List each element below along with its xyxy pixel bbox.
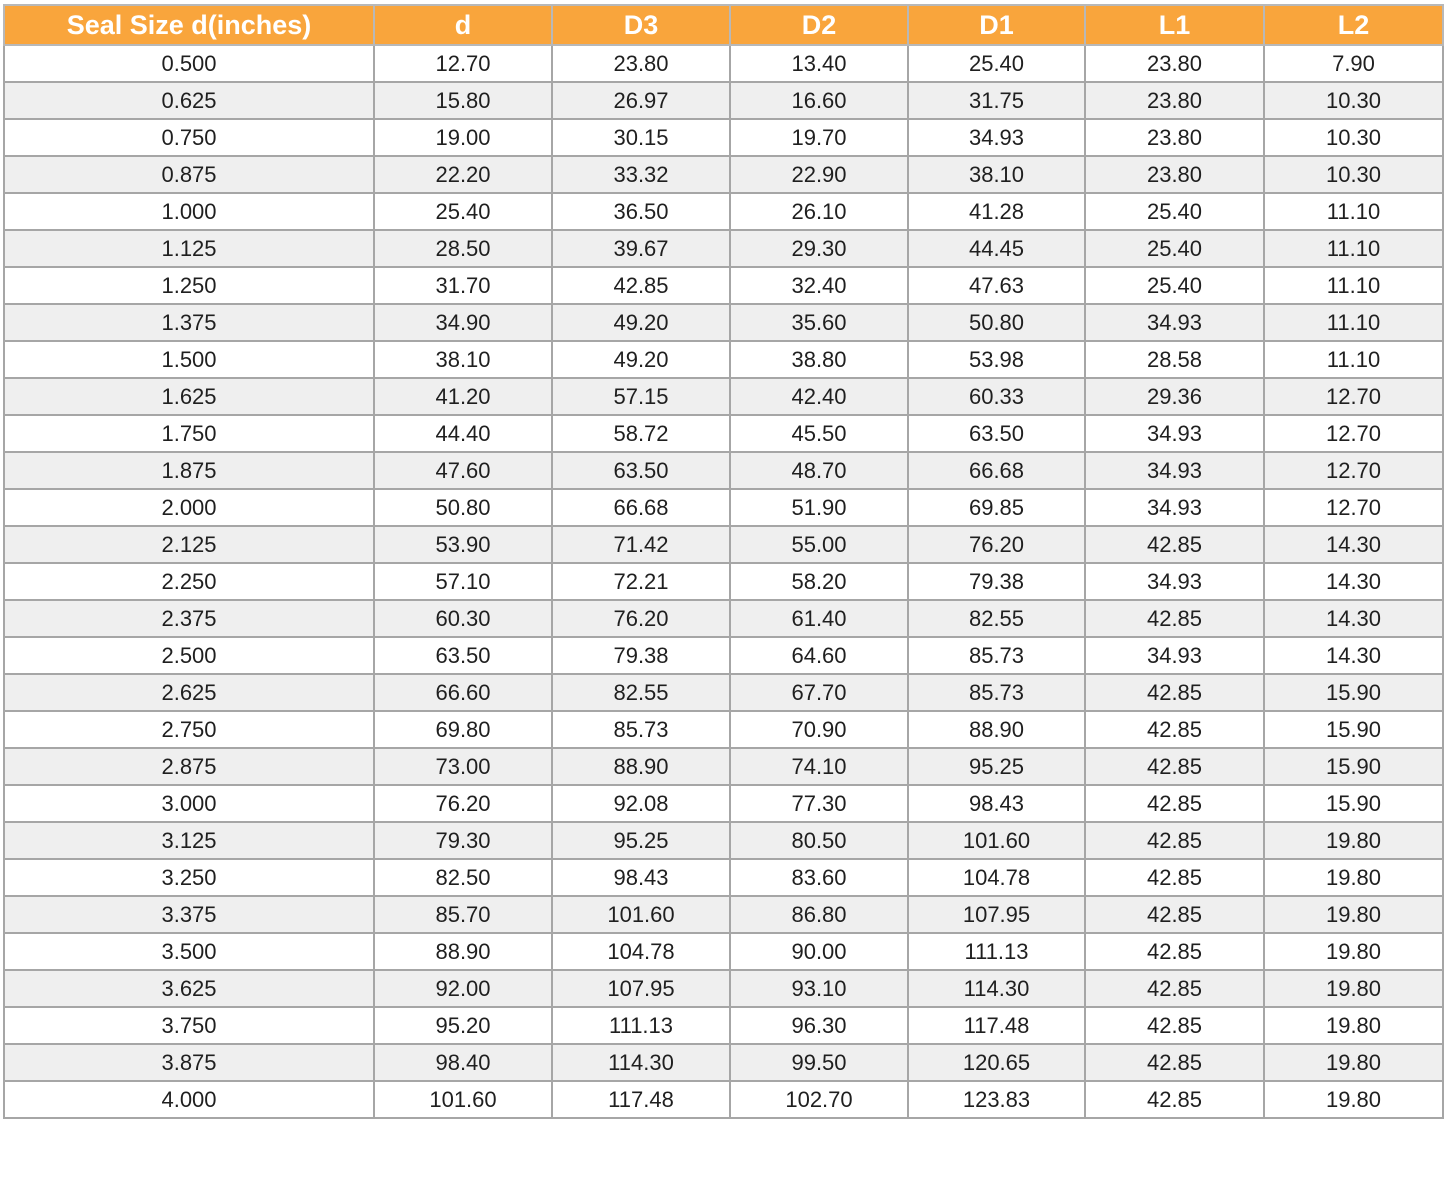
cell-seal-size: 0.875 — [4, 156, 374, 193]
seal-size-table — [3, 4, 1444, 1119]
cell-l2: 19.80 — [1264, 1044, 1443, 1081]
table-row — [4, 193, 1443, 230]
cell-d3: 76.20 — [552, 600, 730, 637]
cell-seal-size: 3.625 — [4, 970, 374, 1007]
cell-seal-size: 2.500 — [4, 637, 374, 674]
table-row — [4, 489, 1443, 526]
seal-size-table-container — [3, 4, 1442, 1119]
cell-l1: 42.85 — [1085, 1007, 1264, 1044]
cell-seal-size: 2.125 — [4, 526, 374, 563]
cell-l2: 14.30 — [1264, 600, 1443, 637]
table-row — [4, 304, 1443, 341]
cell-l2: 12.70 — [1264, 452, 1443, 489]
cell-l2: 14.30 — [1264, 637, 1443, 674]
cell-d3: 71.42 — [552, 526, 730, 563]
cell-d3: 57.15 — [552, 378, 730, 415]
cell-l1: 29.36 — [1085, 378, 1264, 415]
table-row — [4, 1044, 1443, 1081]
cell-seal-size: 1.125 — [4, 230, 374, 267]
cell-d1: 44.45 — [908, 230, 1085, 267]
table-row — [4, 600, 1443, 637]
header-d: d — [374, 5, 552, 45]
table-row — [4, 896, 1443, 933]
cell-l1: 34.93 — [1085, 563, 1264, 600]
cell-l2: 19.80 — [1264, 859, 1443, 896]
cell-d: 22.20 — [374, 156, 552, 193]
cell-l1: 42.85 — [1085, 600, 1264, 637]
cell-d3: 92.08 — [552, 785, 730, 822]
table-row — [4, 859, 1443, 896]
cell-seal-size: 2.375 — [4, 600, 374, 637]
cell-seal-size: 0.750 — [4, 119, 374, 156]
cell-d: 85.70 — [374, 896, 552, 933]
cell-d1: 107.95 — [908, 896, 1085, 933]
cell-l1: 34.93 — [1085, 304, 1264, 341]
cell-d2: 42.40 — [730, 378, 908, 415]
cell-d2: 70.90 — [730, 711, 908, 748]
cell-d1: 60.33 — [908, 378, 1085, 415]
cell-d2: 99.50 — [730, 1044, 908, 1081]
cell-d1: 117.48 — [908, 1007, 1085, 1044]
cell-l2: 19.80 — [1264, 933, 1443, 970]
table-row — [4, 267, 1443, 304]
cell-l2: 12.70 — [1264, 378, 1443, 415]
cell-d3: 58.72 — [552, 415, 730, 452]
cell-seal-size: 2.000 — [4, 489, 374, 526]
cell-d3: 107.95 — [552, 970, 730, 1007]
cell-d3: 95.25 — [552, 822, 730, 859]
cell-l1: 28.58 — [1085, 341, 1264, 378]
cell-l1: 23.80 — [1085, 82, 1264, 119]
cell-d3: 39.67 — [552, 230, 730, 267]
cell-l1: 42.85 — [1085, 711, 1264, 748]
cell-d: 73.00 — [374, 748, 552, 785]
cell-l1: 42.85 — [1085, 674, 1264, 711]
cell-d: 19.00 — [374, 119, 552, 156]
cell-l1: 23.80 — [1085, 156, 1264, 193]
cell-d1: 34.93 — [908, 119, 1085, 156]
cell-d3: 101.60 — [552, 896, 730, 933]
cell-d3: 98.43 — [552, 859, 730, 896]
cell-l1: 42.85 — [1085, 970, 1264, 1007]
table-row — [4, 563, 1443, 600]
cell-d3: 49.20 — [552, 341, 730, 378]
cell-seal-size: 2.250 — [4, 563, 374, 600]
cell-d3: 82.55 — [552, 674, 730, 711]
cell-d2: 29.30 — [730, 230, 908, 267]
cell-d: 88.90 — [374, 933, 552, 970]
cell-l1: 42.85 — [1085, 933, 1264, 970]
cell-d2: 13.40 — [730, 45, 908, 82]
table-row — [4, 711, 1443, 748]
cell-l1: 42.85 — [1085, 748, 1264, 785]
cell-d2: 61.40 — [730, 600, 908, 637]
cell-seal-size: 1.750 — [4, 415, 374, 452]
cell-seal-size: 0.625 — [4, 82, 374, 119]
header-l1: L1 — [1085, 5, 1264, 45]
cell-d2: 96.30 — [730, 1007, 908, 1044]
cell-d2: 58.20 — [730, 563, 908, 600]
cell-d3: 23.80 — [552, 45, 730, 82]
table-row — [4, 452, 1443, 489]
cell-d2: 55.00 — [730, 526, 908, 563]
cell-d2: 22.90 — [730, 156, 908, 193]
cell-d: 60.30 — [374, 600, 552, 637]
table-row — [4, 341, 1443, 378]
cell-seal-size: 3.125 — [4, 822, 374, 859]
cell-d: 38.10 — [374, 341, 552, 378]
cell-l2: 11.10 — [1264, 193, 1443, 230]
table-row — [4, 748, 1443, 785]
cell-d1: 25.40 — [908, 45, 1085, 82]
cell-l1: 42.85 — [1085, 1081, 1264, 1118]
cell-d2: 67.70 — [730, 674, 908, 711]
cell-d2: 86.80 — [730, 896, 908, 933]
cell-d2: 16.60 — [730, 82, 908, 119]
cell-l1: 42.85 — [1085, 1044, 1264, 1081]
cell-d1: 50.80 — [908, 304, 1085, 341]
cell-l2: 14.30 — [1264, 526, 1443, 563]
table-row — [4, 119, 1443, 156]
cell-d: 15.80 — [374, 82, 552, 119]
cell-d2: 83.60 — [730, 859, 908, 896]
table-row — [4, 82, 1443, 119]
cell-d1: 104.78 — [908, 859, 1085, 896]
cell-l2: 11.10 — [1264, 341, 1443, 378]
cell-d1: 88.90 — [908, 711, 1085, 748]
cell-l2: 19.80 — [1264, 822, 1443, 859]
cell-seal-size: 1.250 — [4, 267, 374, 304]
cell-l2: 19.80 — [1264, 1007, 1443, 1044]
cell-l2: 15.90 — [1264, 674, 1443, 711]
cell-d: 25.40 — [374, 193, 552, 230]
table-row — [4, 230, 1443, 267]
cell-d1: 123.83 — [908, 1081, 1085, 1118]
cell-d2: 80.50 — [730, 822, 908, 859]
cell-d3: 26.97 — [552, 82, 730, 119]
cell-d2: 38.80 — [730, 341, 908, 378]
table-row — [4, 378, 1443, 415]
cell-d1: 53.98 — [908, 341, 1085, 378]
cell-seal-size: 2.625 — [4, 674, 374, 711]
table-row — [4, 45, 1443, 82]
cell-d3: 33.32 — [552, 156, 730, 193]
table-row — [4, 526, 1443, 563]
table-row — [4, 933, 1443, 970]
cell-l1: 23.80 — [1085, 119, 1264, 156]
table-row — [4, 674, 1443, 711]
cell-d2: 26.10 — [730, 193, 908, 230]
cell-l1: 25.40 — [1085, 230, 1264, 267]
cell-d1: 63.50 — [908, 415, 1085, 452]
cell-l1: 42.85 — [1085, 785, 1264, 822]
cell-d: 31.70 — [374, 267, 552, 304]
cell-d1: 85.73 — [908, 637, 1085, 674]
cell-d2: 102.70 — [730, 1081, 908, 1118]
cell-d3: 72.21 — [552, 563, 730, 600]
cell-d: 66.60 — [374, 674, 552, 711]
cell-d3: 85.73 — [552, 711, 730, 748]
cell-d1: 95.25 — [908, 748, 1085, 785]
cell-d2: 74.10 — [730, 748, 908, 785]
cell-d1: 38.10 — [908, 156, 1085, 193]
cell-d2: 77.30 — [730, 785, 908, 822]
cell-d: 95.20 — [374, 1007, 552, 1044]
cell-d1: 82.55 — [908, 600, 1085, 637]
cell-seal-size: 3.500 — [4, 933, 374, 970]
cell-d1: 79.38 — [908, 563, 1085, 600]
cell-l2: 19.80 — [1264, 970, 1443, 1007]
cell-seal-size: 3.250 — [4, 859, 374, 896]
cell-seal-size: 0.500 — [4, 45, 374, 82]
cell-d2: 51.90 — [730, 489, 908, 526]
cell-l1: 34.93 — [1085, 452, 1264, 489]
cell-seal-size: 3.750 — [4, 1007, 374, 1044]
cell-d: 82.50 — [374, 859, 552, 896]
cell-d3: 111.13 — [552, 1007, 730, 1044]
cell-d3: 30.15 — [552, 119, 730, 156]
cell-l2: 15.90 — [1264, 748, 1443, 785]
cell-d: 47.60 — [374, 452, 552, 489]
cell-d3: 79.38 — [552, 637, 730, 674]
cell-l1: 42.85 — [1085, 859, 1264, 896]
cell-d1: 98.43 — [908, 785, 1085, 822]
cell-d2: 64.60 — [730, 637, 908, 674]
cell-d2: 48.70 — [730, 452, 908, 489]
cell-d2: 90.00 — [730, 933, 908, 970]
table-row — [4, 822, 1443, 859]
table-header-row — [4, 5, 1443, 45]
cell-seal-size: 1.625 — [4, 378, 374, 415]
cell-l2: 12.70 — [1264, 489, 1443, 526]
cell-d: 69.80 — [374, 711, 552, 748]
header-d3: D3 — [552, 5, 730, 45]
header-d1: D1 — [908, 5, 1085, 45]
cell-l1: 42.85 — [1085, 896, 1264, 933]
cell-l1: 34.93 — [1085, 637, 1264, 674]
cell-d: 79.30 — [374, 822, 552, 859]
cell-d: 98.40 — [374, 1044, 552, 1081]
cell-d: 12.70 — [374, 45, 552, 82]
cell-d3: 36.50 — [552, 193, 730, 230]
cell-l2: 14.30 — [1264, 563, 1443, 600]
cell-l1: 34.93 — [1085, 489, 1264, 526]
cell-l2: 12.70 — [1264, 415, 1443, 452]
cell-d: 92.00 — [374, 970, 552, 1007]
cell-d3: 104.78 — [552, 933, 730, 970]
cell-d1: 120.65 — [908, 1044, 1085, 1081]
cell-d3: 88.90 — [552, 748, 730, 785]
cell-d: 50.80 — [374, 489, 552, 526]
cell-d: 34.90 — [374, 304, 552, 341]
cell-d1: 76.20 — [908, 526, 1085, 563]
header-d2: D2 — [730, 5, 908, 45]
cell-d3: 42.85 — [552, 267, 730, 304]
table-row — [4, 637, 1443, 674]
cell-seal-size: 3.375 — [4, 896, 374, 933]
cell-d1: 41.28 — [908, 193, 1085, 230]
table-row — [4, 415, 1443, 452]
cell-d2: 93.10 — [730, 970, 908, 1007]
cell-l1: 42.85 — [1085, 526, 1264, 563]
cell-seal-size: 1.875 — [4, 452, 374, 489]
cell-d1: 69.85 — [908, 489, 1085, 526]
cell-seal-size: 1.500 — [4, 341, 374, 378]
cell-d1: 111.13 — [908, 933, 1085, 970]
cell-d3: 66.68 — [552, 489, 730, 526]
cell-l2: 19.80 — [1264, 1081, 1443, 1118]
cell-d3: 63.50 — [552, 452, 730, 489]
cell-d: 41.20 — [374, 378, 552, 415]
cell-d: 53.90 — [374, 526, 552, 563]
cell-d1: 31.75 — [908, 82, 1085, 119]
cell-d: 57.10 — [374, 563, 552, 600]
cell-d3: 114.30 — [552, 1044, 730, 1081]
table-row — [4, 156, 1443, 193]
cell-d1: 101.60 — [908, 822, 1085, 859]
table-row — [4, 1081, 1443, 1118]
cell-seal-size: 2.875 — [4, 748, 374, 785]
header-l2: L2 — [1264, 5, 1443, 45]
cell-seal-size: 3.875 — [4, 1044, 374, 1081]
table-row — [4, 785, 1443, 822]
cell-d3: 117.48 — [552, 1081, 730, 1118]
cell-l2: 19.80 — [1264, 896, 1443, 933]
cell-d2: 45.50 — [730, 415, 908, 452]
table-body — [4, 45, 1443, 1118]
cell-d3: 49.20 — [552, 304, 730, 341]
cell-d2: 19.70 — [730, 119, 908, 156]
cell-l2: 10.30 — [1264, 82, 1443, 119]
cell-seal-size: 2.750 — [4, 711, 374, 748]
cell-d1: 66.68 — [908, 452, 1085, 489]
cell-l2: 11.10 — [1264, 267, 1443, 304]
cell-d1: 114.30 — [908, 970, 1085, 1007]
cell-d2: 32.40 — [730, 267, 908, 304]
cell-d: 76.20 — [374, 785, 552, 822]
cell-d2: 35.60 — [730, 304, 908, 341]
cell-l1: 42.85 — [1085, 822, 1264, 859]
header-seal-size: Seal Size d(inches) — [4, 5, 374, 45]
cell-l1: 25.40 — [1085, 193, 1264, 230]
cell-l2: 10.30 — [1264, 119, 1443, 156]
cell-seal-size: 1.000 — [4, 193, 374, 230]
cell-d1: 47.63 — [908, 267, 1085, 304]
cell-d1: 85.73 — [908, 674, 1085, 711]
cell-l1: 34.93 — [1085, 415, 1264, 452]
cell-l1: 25.40 — [1085, 267, 1264, 304]
cell-l2: 15.90 — [1264, 711, 1443, 748]
cell-seal-size: 1.375 — [4, 304, 374, 341]
cell-l1: 23.80 — [1085, 45, 1264, 82]
table-row — [4, 1007, 1443, 1044]
cell-seal-size: 4.000 — [4, 1081, 374, 1118]
cell-l2: 11.10 — [1264, 230, 1443, 267]
cell-l2: 15.90 — [1264, 785, 1443, 822]
cell-d: 101.60 — [374, 1081, 552, 1118]
cell-l2: 11.10 — [1264, 304, 1443, 341]
table-row — [4, 970, 1443, 1007]
cell-d: 63.50 — [374, 637, 552, 674]
cell-seal-size: 3.000 — [4, 785, 374, 822]
cell-d: 28.50 — [374, 230, 552, 267]
cell-l2: 10.30 — [1264, 156, 1443, 193]
cell-d: 44.40 — [374, 415, 552, 452]
cell-l2: 7.90 — [1264, 45, 1443, 82]
